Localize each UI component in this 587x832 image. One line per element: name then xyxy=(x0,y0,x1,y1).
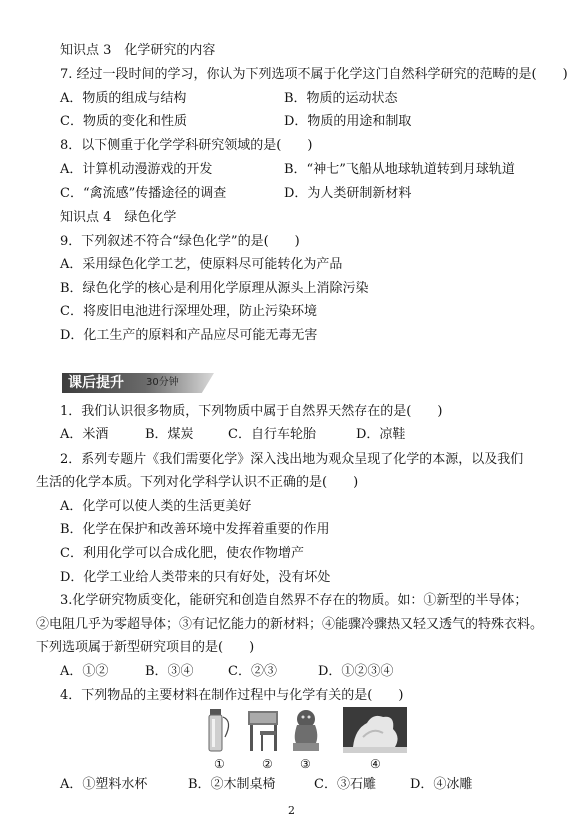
q9-stem: 9．下列叙述不符合“绿色化学”的是( ) xyxy=(60,234,300,249)
after-q3-stem-line1: 3.化学研究物质变化，能研究和创造自然界不存在的物质。如：①新型的半导体； xyxy=(60,593,528,608)
after-q1-option-d: D．凉鞋 xyxy=(356,427,406,442)
page-number: 2 xyxy=(288,804,295,817)
banner-time: 30分钟 xyxy=(146,377,179,388)
wooden-desk-chair-icon xyxy=(246,707,286,753)
ice-sculpture-icon xyxy=(343,707,407,753)
after-q1-stem: 1．我们认识很多物质，下列物质中属于自然界天然存在的是( ) xyxy=(60,404,443,419)
after-q3-option-b: B．③④ xyxy=(145,664,194,679)
image-label-4: ④ xyxy=(370,757,381,771)
after-q4-option-c: C．③石雕 xyxy=(314,777,376,792)
after-q4-option-b: B．②木制桌椅 xyxy=(188,777,276,792)
after-q3-option-d: D．①②③④ xyxy=(318,664,394,679)
q9-option-b: B．绿色化学的核心是利用化学原理从源头上消除污染 xyxy=(60,281,369,296)
q8-option-c: C．“禽流感”传播途径的调查 xyxy=(60,186,227,201)
q8-option-b: B．“神七”飞船从地球轨道转到月球轨道 xyxy=(284,162,515,177)
image-label-2: ② xyxy=(262,757,273,771)
image-label-3: ③ xyxy=(300,757,311,771)
after-q2-option-d: D．化学工业给人类带来的只有好处，没有坏处 xyxy=(60,570,331,585)
q7-option-b: B．物质的运动状态 xyxy=(284,91,398,106)
q7-stem: 7. 经过一段时间的学习，你认为下列选项不属于化学这门自然科学研究的范畴的是( ) xyxy=(60,67,568,82)
after-q1-option-a: A．米酒 xyxy=(60,427,109,442)
after-q2-option-a: A．化学可以使人类的生活更美好 xyxy=(60,499,252,514)
after-q2-option-c: C．利用化学可以合成化肥，使农作物增产 xyxy=(60,546,304,561)
q9-option-a: A．采用绿色化学工艺，使原料尽可能转化为产品 xyxy=(60,257,343,272)
after-q4-option-d: D．④冰雕 xyxy=(410,777,473,792)
after-q4-option-a: A．①塑料水杯 xyxy=(60,777,148,792)
q8-stem: 8．以下侧重于化学学科研究领域的是( ) xyxy=(60,138,313,153)
q9-option-c: C．将废旧电池进行深埋处理，防止污染环境 xyxy=(60,304,317,319)
q9-option-d: D．化工生产的原料和产品应尽可能无毒无害 xyxy=(60,328,318,343)
q7-option-a: A．物质的组成与结构 xyxy=(60,91,187,106)
q7-option-c: C．物质的变化和性质 xyxy=(60,114,187,129)
after-q2-stem-line2: 生活的化学本质。下列对化学科学认识不正确的是( ) xyxy=(36,475,359,490)
after-q2-option-b: B．化学在保护和改善环境中发挥着重要的作用 xyxy=(60,522,330,537)
section3-heading: 知识点 3 化学研究的内容 xyxy=(60,43,216,58)
after-q1-option-c: C．自行车轮胎 xyxy=(228,427,316,442)
after-q3-option-c: C．②③ xyxy=(228,664,277,679)
after-q4-stem: 4．下列物品的主要材料在制作过程中与化学有关的是( ) xyxy=(60,688,404,703)
after-q3-stem-line3: 下列选项属于新型研究项目的是( ) xyxy=(36,640,255,655)
section4-heading: 知识点 4 绿色化学 xyxy=(60,210,177,225)
q7-option-d: D．物质的用途和制取 xyxy=(284,114,412,129)
image-label-1: ① xyxy=(214,757,225,771)
after-q1-option-b: B．煤炭 xyxy=(145,427,194,442)
after-q3-option-a: A．①② xyxy=(60,664,109,679)
q8-option-d: D．为人类研制新材料 xyxy=(284,186,412,201)
after-q2-stem-line1: 2．系列专题片《我们需要化学》深入浅出地为观众呈现了化学的本源，以及我们 xyxy=(60,452,524,467)
stone-carving-icon xyxy=(289,707,323,753)
after-q3-stem-line2: ②电阻几乎为零超导体；③有记忆能力的新材料；④能骤冷骤热又轻又透气的特殊衣料。 xyxy=(36,617,544,632)
q8-option-a: A．计算机动漫游戏的开发 xyxy=(60,162,213,177)
banner-title: 课后提升 xyxy=(68,375,124,391)
plastic-cup-icon xyxy=(203,707,237,753)
